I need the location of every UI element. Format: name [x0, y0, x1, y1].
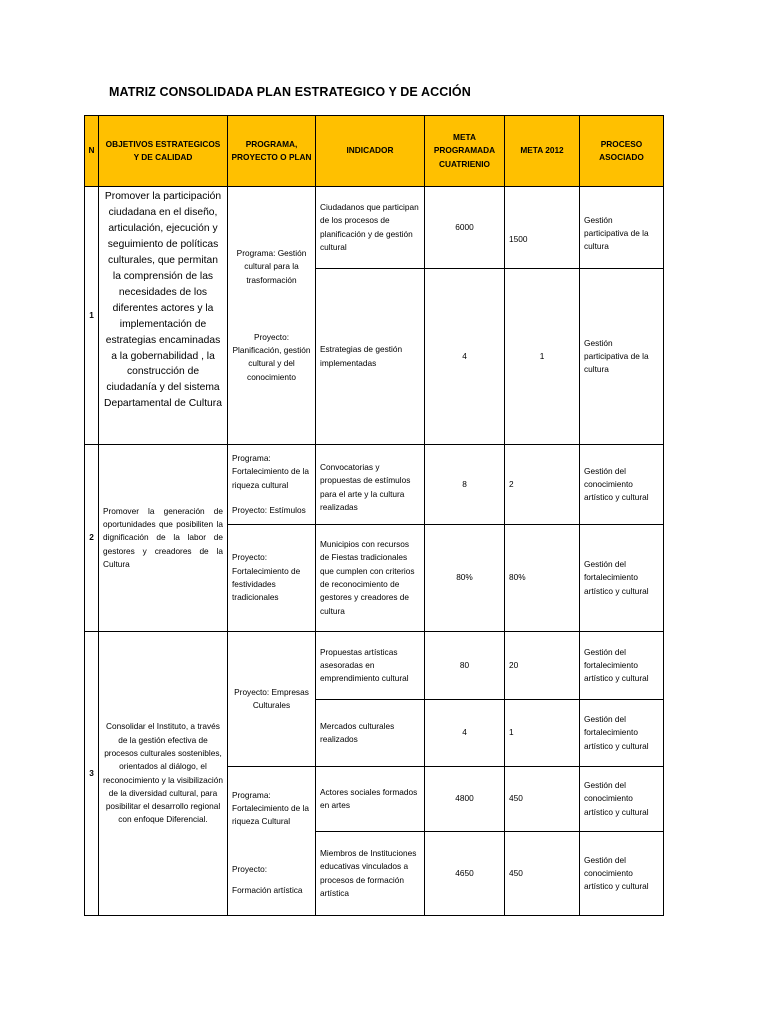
row-number: 1: [85, 187, 99, 445]
project-cell: Proyecto: Empresas Culturales: [228, 632, 316, 767]
project-label: Proyecto: Estímulos: [232, 504, 306, 515]
page-title: MATRIZ CONSOLIDADA PLAN ESTRATEGICO Y DE ACCIÓN: [109, 85, 471, 99]
strategic-plan-table: [84, 115, 664, 916]
meta-2012-cell: 1500: [505, 187, 580, 269]
indicator-cell: Propuestas artísticas asesoradas en emprendimiento cultural: [316, 632, 425, 700]
project-label: Proyecto:: [232, 863, 268, 874]
meta-2012-cell: 1: [505, 700, 580, 767]
program-label: Programa: Fortalecimiento de la riqueza cultural: [232, 452, 310, 490]
objective-cell: Consolidar el Instituto, a través de la gestión efectiva de procesos culturales sostenibles, orientados al diálogo, el reconocimiento y la visibilización de la diversidad cultural, para posibilitar el desarrollo regional con enfoque Diferencial.: [99, 632, 228, 916]
header-meta-2012: META 2012: [505, 116, 580, 187]
process-cell: Gestión del conocimiento artístico y cultural: [580, 832, 664, 916]
indicator-cell: Mercados culturales realizados: [316, 700, 425, 767]
objective-cell: Promover la generación de oportunidades que posibiliten la dignificación de la labor de gestores y creadores de la Cultura: [99, 445, 228, 632]
program-label: Programa: Fortalecimiento de la riqueza Cultural: [232, 789, 310, 827]
process-cell: Gestión del fortalecimiento artístico y cultural: [580, 700, 664, 767]
meta-cuatrienio-cell: 4650: [425, 832, 505, 916]
header-row: [85, 116, 664, 187]
meta-2012-cell: 450: [505, 832, 580, 916]
indicator-cell: Ciudadanos que participan de los procesos de planificación y de gestión cultural: [316, 187, 425, 269]
project-name: Formación artística: [232, 884, 303, 895]
process-cell: Gestión del fortalecimiento artístico y cultural: [580, 525, 664, 632]
process-cell: Gestión participativa de la cultura: [580, 187, 664, 269]
meta-cuatrienio-cell: 4: [425, 700, 505, 767]
process-cell: Gestión del fortalecimiento artístico y cultural: [580, 632, 664, 700]
program-cell: [228, 445, 316, 525]
meta-2012-cell: 80%: [505, 525, 580, 632]
meta-2012-cell: 450: [505, 767, 580, 832]
row-number: 2: [85, 445, 99, 632]
project-cell: Proyecto: Fortalecimiento de festividades tradicionales: [228, 525, 316, 632]
meta-2012-cell: 1: [505, 269, 580, 445]
table-row: [85, 632, 664, 700]
row-number: 3: [85, 632, 99, 916]
program-label: Programa: Gestión cultural para la trasformación: [236, 248, 307, 285]
indicator-cell: Convocatorias y propuestas de estímulos para el arte y la cultura realizadas: [316, 445, 425, 525]
objective-cell: Promover la participación ciudadana en el diseño, articulación, ejecución y seguimiento de políticas culturales, que permitan la comprensión de las necesidades de los diferentes actores y la implementación de estrategias encaminadas a la gobernabilidad , la construcción de ciudadanía y del sistema Departamental de Cultura: [99, 187, 228, 445]
process-cell: Gestión participativa de la cultura: [580, 269, 664, 445]
indicator-cell: Estrategias de gestión implementadas: [316, 269, 425, 445]
header-programa: PROGRAMA, PROYECTO O PLAN: [228, 116, 316, 187]
indicator-cell: Municipios con recursos de Fiestas tradicionales que cumplen con criterios de reconocimiento de gestores y creadores de cultura: [316, 525, 425, 632]
header-n: N: [85, 116, 99, 187]
meta-cuatrienio-cell: 4: [425, 269, 505, 445]
meta-cuatrienio-cell: 6000: [425, 187, 505, 269]
meta-cuatrienio-cell: 80: [425, 632, 505, 700]
meta-2012-cell: 20: [505, 632, 580, 700]
header-indicador: INDICADOR: [316, 116, 425, 187]
table-row: [85, 187, 664, 269]
table-row: [85, 445, 664, 525]
process-cell: Gestión del conocimiento artístico y cultural: [580, 767, 664, 832]
meta-2012-cell: 2: [505, 445, 580, 525]
header-objetivos: OBJETIVOS ESTRATEGICOS Y DE CALIDAD: [99, 116, 228, 187]
meta-cuatrienio-cell: 80%: [425, 525, 505, 632]
meta-cuatrienio-cell: 4800: [425, 767, 505, 832]
header-meta-cuatrienio: META PROGRAMADA CUATRIENIO: [425, 116, 505, 187]
program-cell: [228, 187, 316, 445]
project-label: Proyecto: Planificación, gestión cultural y del conocimiento: [232, 331, 311, 382]
indicator-cell: Miembros de Instituciones educativas vinculados a procesos de formación artística: [316, 832, 425, 916]
header-proceso: PROCESO ASOCIADO: [580, 116, 664, 187]
indicator-cell: Actores sociales formados en artes: [316, 767, 425, 832]
meta-cuatrienio-cell: 8: [425, 445, 505, 525]
process-cell: Gestión del conocimiento artístico y cultural: [580, 445, 664, 525]
program-cell: [228, 767, 316, 916]
